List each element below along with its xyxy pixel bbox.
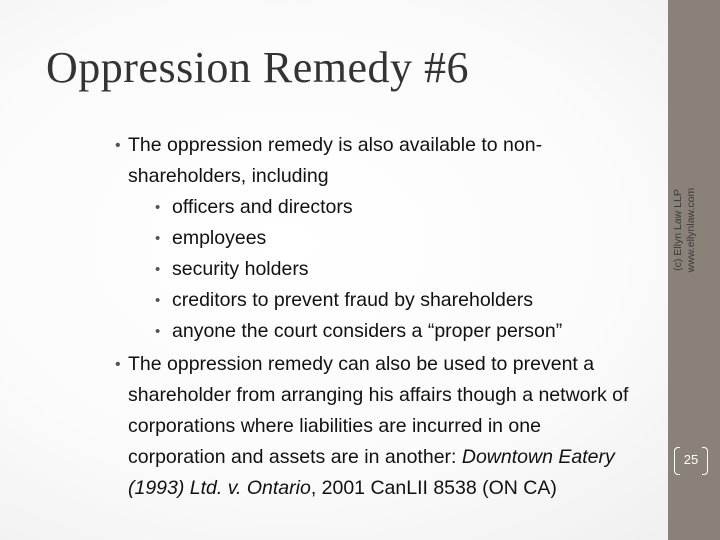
bullet-line: The oppression remedy is also available to non- <box>128 134 543 156</box>
page-number-box <box>672 447 712 477</box>
sub-bullet-dot: • <box>155 261 161 278</box>
page-number: 25 <box>683 452 699 467</box>
sub-bullet-dot: • <box>155 230 161 247</box>
sub-bullet-text: anyone the court considers a “proper person” <box>172 320 563 342</box>
bullet-nonshareholders <box>115 130 688 192</box>
bullet-network-of-corporations <box>115 349 708 504</box>
citation-text: , 2001 CanLII 8538 (ON CA) <box>310 477 557 499</box>
sub-bullet-security-holders <box>155 254 309 285</box>
right-bracket-icon <box>702 447 708 475</box>
case-citation-italic: Downtown Eatery <box>461 446 615 468</box>
sub-bullet-officers <box>155 192 353 223</box>
sub-bullet-creditors <box>155 285 533 316</box>
bullet-line: shareholders, including <box>128 165 329 187</box>
vertical-copyright-credit <box>672 130 718 330</box>
sub-bullet-text: employees <box>172 227 267 249</box>
sub-bullet-proper-person <box>155 316 563 347</box>
credit-firm: (c) Ellyn Law LLP <box>672 189 684 271</box>
sub-bullet-text: security holders <box>172 258 309 280</box>
bullet-dot: • <box>115 137 121 154</box>
bullet-line: corporations where liabilities are incurred in one <box>128 415 541 437</box>
bullet-dot: • <box>115 356 121 373</box>
case-citation-italic: (1993) Ltd. v. Ontario <box>128 477 311 499</box>
sub-bullet-text: officers and directors <box>172 196 353 218</box>
slide-title: Oppression Remedy #6 <box>46 43 470 92</box>
bullet-line <box>128 473 708 504</box>
sub-bullet-employees <box>155 223 267 254</box>
bullet-line <box>128 442 708 473</box>
sub-bullet-text: creditors to prevent fraud by shareholders <box>172 289 533 311</box>
bullet-line: The oppression remedy can also be used to prevent a <box>128 353 595 375</box>
sub-bullet-dot: • <box>155 199 161 216</box>
sub-bullet-dot: • <box>155 292 161 309</box>
bullet-line: shareholder from arranging his affairs though a network of <box>128 384 629 406</box>
sub-bullet-dot: • <box>155 323 161 340</box>
credit-website: www.ellynlaw.com <box>685 187 697 273</box>
bullet-text: corporation and assets are in another: <box>128 446 462 468</box>
